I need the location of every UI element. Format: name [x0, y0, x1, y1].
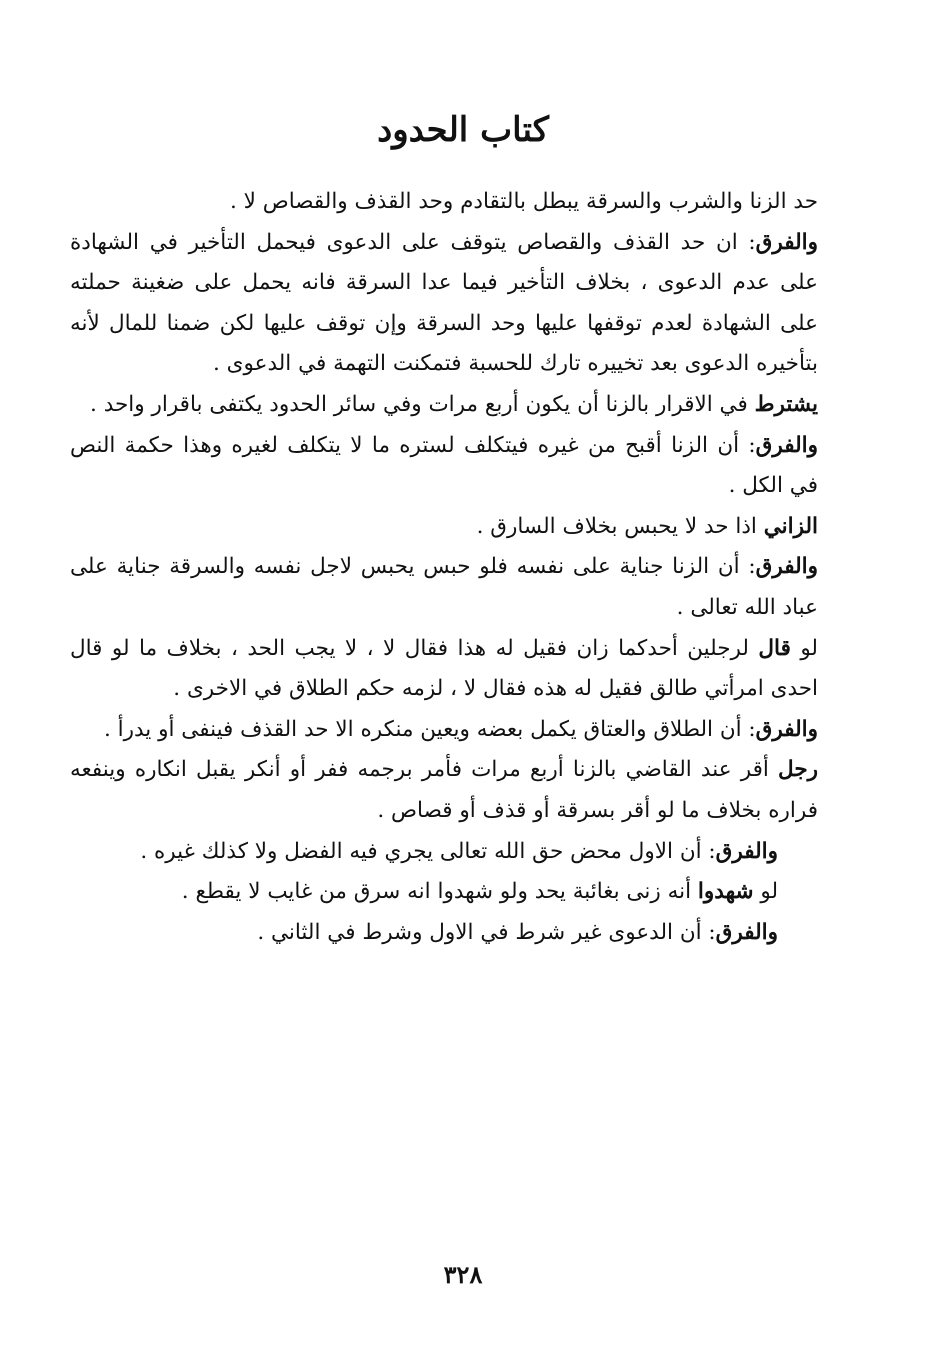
paragraph-lead: قال [758, 635, 791, 661]
paragraph-lead: والفرق [755, 554, 818, 580]
paragraph-lead: والفرق [715, 919, 778, 945]
paragraph-1 [70, 182, 818, 223]
paragraph-text: أقر عند القاضي بالزنا أربع مرات فأمر برجمه ففر أو أنكر يقبل انكاره وينفعه فراره بخلاف ما لو أقر بسرقة أو قذف أو قصاص . [70, 757, 818, 823]
paragraph-lead: والفرق [755, 716, 818, 742]
paragraph-6 [70, 547, 818, 628]
paragraph-7 [70, 629, 818, 710]
paragraph-text: لرجلين أحدكما زان فقيل له هذا فقال لا ، لا يجب الحد ، بخلاف ما لو قال احدى امرأتي طالق فقيل له هذه فقال لا ، لزمه حكم الطلاق في الاخرى . [70, 635, 818, 702]
paragraph-9 [70, 750, 818, 831]
paragraph-text: حد الزنا والشرب والسرقة يبطل بالتقادم وحد القذف والقصاص لا . [229, 189, 818, 214]
paragraph-text: : أن الطلاق والعتاق يكمل بعضه ويعين منكره الا حد القذف فينفى أو يدرأ . [103, 716, 756, 742]
paragraph-12 [70, 913, 818, 954]
paragraph-lead: الزاني [763, 513, 818, 539]
paragraph-text: : أن الزنا جناية على نفسه فلو حبس يحبس لاجل نفسه والسرقة جناية على عباد الله تعالى . [70, 554, 818, 620]
paragraph-text: : أن الدعوى غير شرط في الاول وشرط في الثاني . [257, 919, 716, 945]
paragraph-prefix: لو [790, 635, 818, 661]
paragraph-lead: والفرق [755, 432, 818, 458]
paragraph-text: في الاقرار بالزنا أن يكون أربع مرات وفي سائر الحدود يكتفى باقرار واحد . [90, 391, 755, 417]
paragraph-text: : ان حد القذف والقصاص يتوقف على الدعوى فيحمل التأخير في الشهادة على عدم الدعوى ، بخلاف التأخير فيما عدا السرقة فانه يحمل على ضغينة حملته على الشهادة لعدم توقفها عليها وحد السرقة وإن توقف عليها لكن ضمنا للمال لأنه بتأخيره الدعوى بعد تخييره تارك للحسبة فتمكنت التهمة في الدعوى . [70, 229, 818, 377]
paragraph-prefix: لو [753, 879, 778, 905]
page-title: كتاب الحدود [377, 110, 549, 150]
paragraph-5 [70, 507, 818, 548]
main-text [70, 182, 818, 953]
paragraph-10 [70, 832, 818, 873]
paragraph-lead: والفرق [715, 838, 778, 864]
page-number: ٣٢٨ [443, 1260, 483, 1289]
paragraph-2 [70, 223, 818, 385]
paragraph-text: : أن الاول محض حق الله تعالى يجري فيه الفضل ولا كذلك غيره . [140, 838, 716, 864]
paragraph-text: اذا حد لا يحبس بخلاف السارق . [476, 513, 764, 539]
paragraph-11 [70, 872, 818, 913]
paragraph-3 [70, 385, 818, 426]
paragraph-lead: يشترط [754, 391, 818, 417]
paragraph-text: أنه زنى بغائبة يحد ولو شهدوا انه سرق من غايب لا يقطع . [181, 879, 698, 905]
paragraph-lead: والفرق [755, 229, 818, 255]
paragraph-text: : أن الزنا أقبح من غيره فيتكلف لستره ما لا يتكلف لغيره وهذا حكمة النص في الكل . [70, 432, 818, 499]
paragraph-lead: شهدوا [697, 879, 754, 905]
paragraph-8 [70, 710, 818, 751]
paragraph-4 [70, 426, 818, 507]
paragraph-lead: رجل [778, 757, 818, 783]
